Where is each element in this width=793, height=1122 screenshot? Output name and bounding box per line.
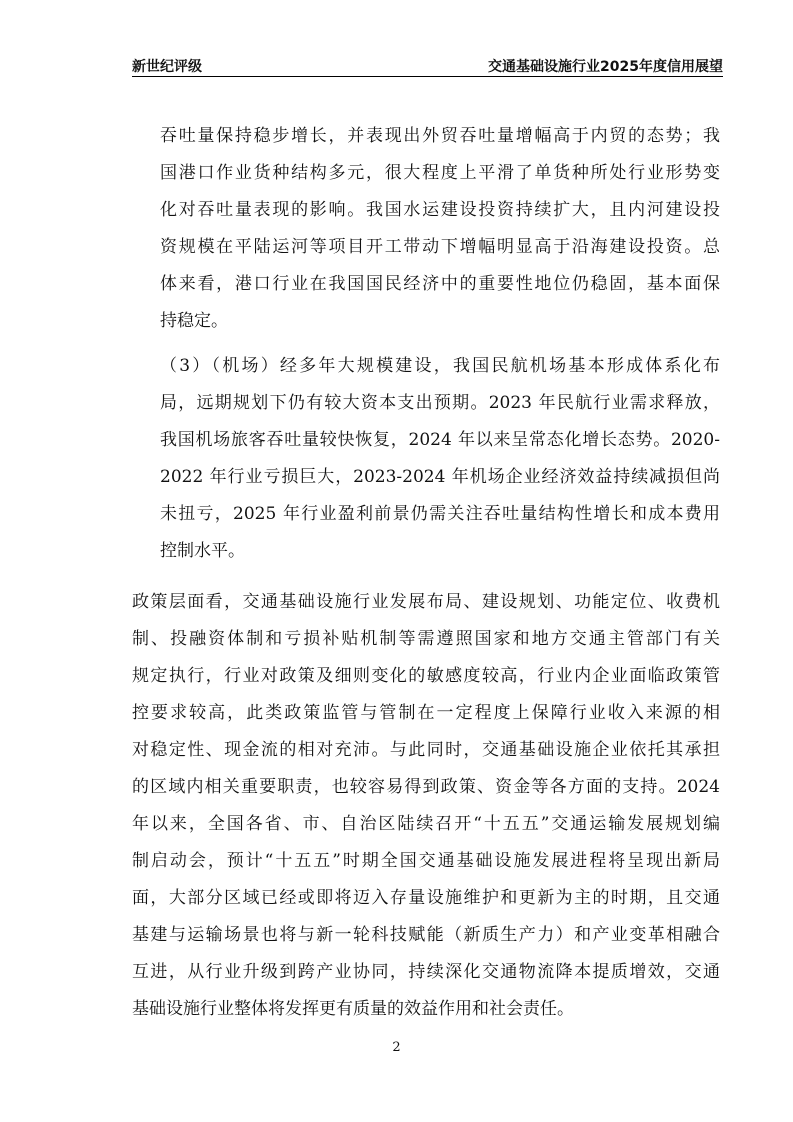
page-number: 2 — [392, 1040, 401, 1055]
text-line: 未扭亏，2025 年行业盈利前景仍需关注吞吐量结构性增长和成本费用 — [160, 504, 720, 524]
text-line: 规定执行，行业对政策及细则变化的敏感度较高，行业内企业面临政策管 — [132, 666, 720, 686]
text-line: 政策层面看，交通基础设施行业发展布局、建设规划、功能定位、收费机 — [132, 592, 720, 612]
text-line: 制、投融资体制和亏损补贴机制等需遵照国家和地方交通主管部门有关 — [132, 629, 720, 649]
text-line: 的区域内相关重要职责，也较容易得到政策、资金等各方面的支持。2024 — [132, 777, 720, 797]
text-line: 制启动会，预计“十五五”时期全国交通基础设施发展进程将呈现出新局 — [132, 851, 720, 871]
text-line: 局，远期规划下仍有较大资本支出预期。2023 年民航行业需求释放， — [160, 393, 720, 413]
text-line: 国港口作业货种结构多元，很大程度上平滑了单货种所处行业形势变 — [160, 163, 720, 183]
page-header — [132, 54, 723, 77]
text-line: 2022 年行业亏损巨大，2023-2024 年机场企业经济效益持续减损但尚 — [160, 467, 720, 487]
text-line: 体来看，港口行业在我国国民经济中的重要性地位仍稳固，基本面保 — [160, 274, 720, 294]
text-line: 持稳定。 — [160, 311, 228, 331]
text-line: 基建与运输场景也将与新一轮科技赋能（新质生产力）和产业变革相融合 — [132, 925, 720, 945]
paragraph-airport-industry — [160, 348, 720, 570]
header-org-name: 新世纪评级 — [132, 59, 202, 75]
text-line: 基础设施行业整体将发挥更有质量的效益作用和社会责任。 — [132, 999, 574, 1019]
text-line: 互进，从行业升级到跨产业协同，持续深化交通物流降本提质增效，交通 — [132, 962, 720, 982]
text-line: 控要求较高，此类政策监管与管制在一定程度上保障行业收入来源的相 — [132, 703, 720, 723]
text-line: （3）（机场）经多年大规模建设，我国民航机场基本形成体系化布 — [160, 356, 720, 376]
text-line: 化对吞吐量表现的影响。我国水运建设投资持续扩大，且内河建设投 — [160, 200, 720, 220]
text-line: 年以来，全国各省、市、自治区陆续召开“十五五”交通运输发展规划编 — [132, 814, 720, 834]
text-line: 资规模在平陆运河等项目开工带动下增幅明显高于沿海建设投资。总 — [160, 237, 720, 257]
text-line: 面，大部分区域已经或即将迈入存量设施维护和更新为主的时期，且交通 — [132, 888, 720, 908]
paragraph-policy-outlook — [132, 584, 720, 1028]
text-line: 控制水平。 — [160, 541, 245, 561]
paragraph-port-industry — [160, 118, 720, 340]
header-report-title: 交通基础设施行业2025年度信用展望 — [488, 59, 723, 75]
text-line: 我国机场旅客吞吐量较快恢复，2024 年以来呈常态化增长态势。2020- — [160, 430, 720, 450]
text-line: 对稳定性、现金流的相对充沛。与此同时，交通基础设施企业依托其承担 — [132, 740, 720, 760]
text-line: 吞吐量保持稳步增长，并表现出外贸吞吐量增幅高于内贸的态势；我 — [160, 126, 720, 146]
